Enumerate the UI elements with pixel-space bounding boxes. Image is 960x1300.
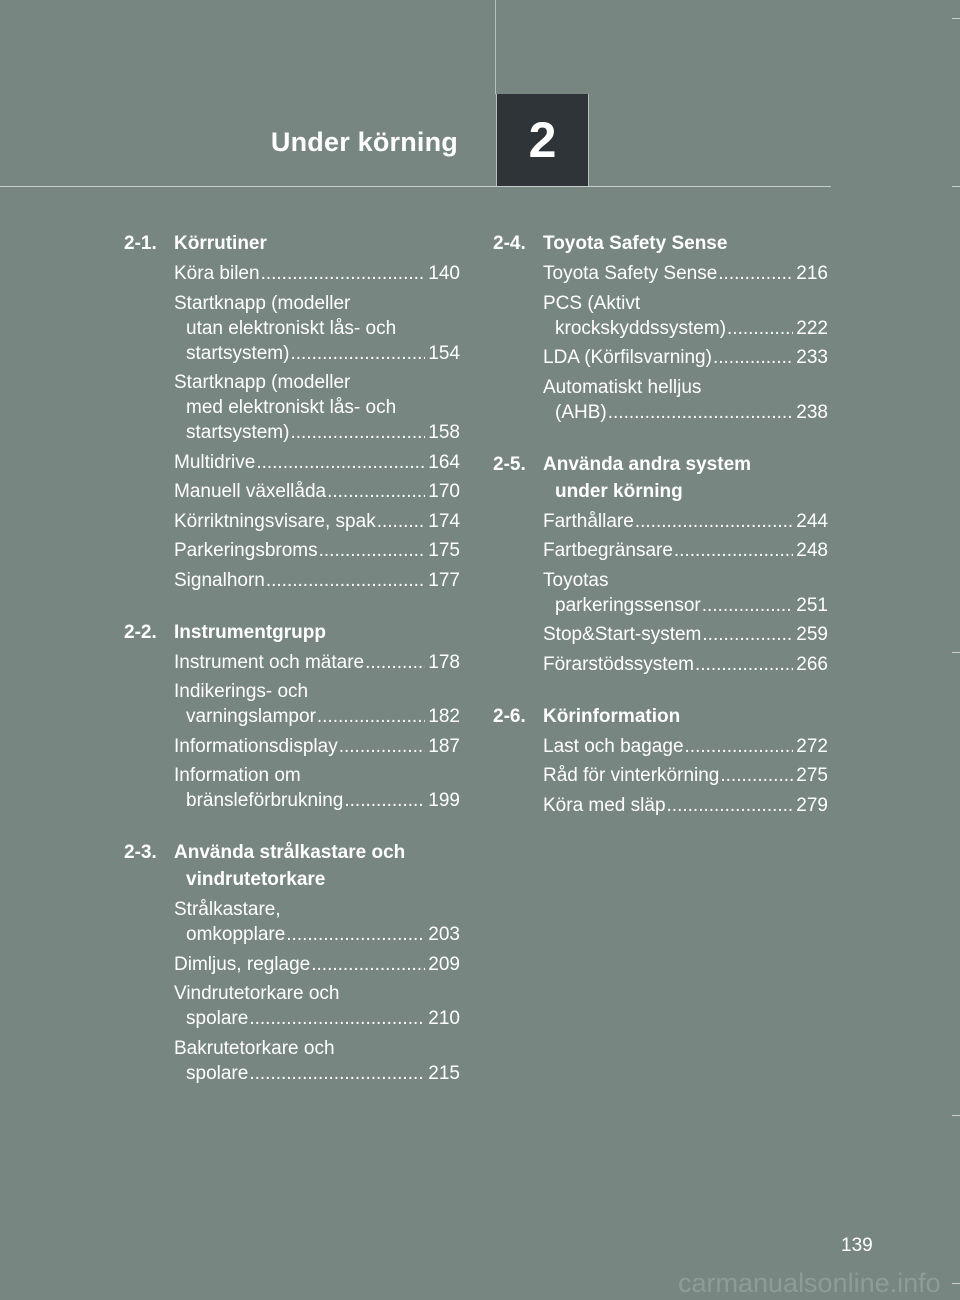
toc-right-column — [493, 230, 828, 844]
toc-entry[interactable] — [174, 370, 460, 445]
entry-page-number: 215 — [428, 1062, 460, 1084]
entry-label: Signalhorn — [174, 569, 265, 591]
entry-label: startsystem) — [186, 342, 290, 364]
entry-page-number: 175 — [428, 540, 460, 561]
dot-leader — [727, 316, 793, 341]
toc-entry[interactable] — [174, 650, 460, 675]
section-title — [543, 230, 828, 257]
entry-last-line — [174, 704, 460, 729]
entry-label: Manuell växellåda — [174, 481, 327, 502]
toc-entry-list — [493, 734, 828, 818]
entry-page-number: 154 — [428, 342, 460, 364]
dot-leader — [720, 763, 793, 788]
entry-last-line — [543, 622, 828, 647]
entry-last-line — [174, 650, 460, 675]
toc-entry[interactable] — [174, 450, 460, 475]
dot-leader — [286, 922, 425, 947]
section-number: 2-5. — [493, 453, 526, 475]
dot-leader — [317, 704, 425, 729]
dot-leader — [635, 509, 793, 534]
dot-leader — [339, 734, 426, 759]
toc-entry[interactable] — [174, 261, 460, 286]
entry-last-line — [174, 420, 460, 445]
toc-entry[interactable] — [174, 291, 460, 366]
entry-page-number: 140 — [428, 263, 460, 284]
toc-entry[interactable] — [174, 538, 460, 563]
toc-entry[interactable] — [543, 345, 828, 370]
entry-last-line — [174, 261, 460, 286]
dot-leader — [713, 345, 793, 370]
entry-page-number: 187 — [428, 735, 460, 757]
section-title — [543, 703, 828, 730]
entry-label: (AHB) — [555, 401, 607, 423]
entry-page-number: 203 — [428, 924, 460, 945]
toc-section — [124, 230, 460, 593]
entry-last-line — [174, 952, 460, 977]
entry-last-line — [543, 316, 828, 341]
entry-label: Dimljus, reglage — [174, 953, 311, 975]
entry-page-number: 177 — [428, 569, 460, 591]
dot-leader — [266, 568, 425, 593]
entry-page-number: 259 — [796, 624, 828, 645]
dot-leader — [344, 788, 425, 813]
dot-leader — [667, 793, 794, 818]
section-title — [174, 839, 460, 893]
dot-leader — [608, 400, 794, 425]
toc-entry[interactable] — [543, 538, 828, 563]
section-heading — [124, 839, 460, 893]
toc-entry-list — [493, 261, 828, 425]
entry-label: spolare — [186, 1008, 249, 1029]
entry-page-number: 170 — [428, 481, 460, 502]
toc-entry[interactable] — [174, 1036, 460, 1086]
toc-entry-list — [124, 261, 460, 593]
entry-label-line: PCS (Aktivt — [543, 292, 641, 314]
entry-last-line — [174, 922, 460, 947]
entry-label-line: Toyotas — [543, 569, 609, 591]
toc-entry[interactable] — [543, 375, 828, 425]
toc-left-column — [124, 230, 460, 1112]
entry-last-line — [543, 734, 828, 759]
chapter-number-tab — [496, 94, 589, 186]
edge-tick-mark — [952, 1283, 960, 1284]
entry-page-number: 279 — [796, 794, 828, 816]
entry-last-line — [174, 450, 460, 475]
entry-page-number: 209 — [428, 953, 460, 975]
section-number: 2-6. — [493, 705, 526, 727]
edge-tick-mark — [952, 18, 960, 19]
section-title-line: vindrutetorkare — [186, 869, 326, 890]
entry-last-line — [174, 479, 460, 504]
edge-tick-mark — [952, 186, 960, 187]
entry-last-line — [174, 1006, 460, 1031]
entry-label-line: utan elektroniskt lås- och — [186, 317, 397, 339]
toc-entry[interactable] — [543, 261, 828, 286]
toc-entry-list — [124, 650, 460, 814]
entry-label-line: Information om — [174, 765, 301, 786]
entry-page-number: 248 — [796, 540, 828, 561]
toc-entry[interactable] — [543, 763, 828, 788]
entry-label-line: Automatiskt helljus — [543, 376, 702, 398]
entry-label: spolare — [186, 1062, 249, 1084]
section-title-line: Använda andra system — [543, 453, 752, 475]
section-number: 2-2. — [124, 621, 157, 643]
edge-tick-mark — [952, 1115, 960, 1116]
entry-label: bränsleförbrukning — [186, 790, 344, 811]
chapter-number: 2 — [528, 112, 557, 168]
entry-label-line: Strålkastare, — [174, 899, 281, 920]
entry-label: omkopplare — [186, 924, 286, 945]
entry-label-line: Vindrutetorkare och — [174, 983, 340, 1004]
entry-last-line — [174, 1061, 460, 1086]
dot-leader — [290, 420, 425, 445]
toc-entry[interactable] — [174, 897, 460, 947]
section-title-line: Använda strålkastare och — [174, 842, 406, 863]
dot-leader — [261, 261, 426, 286]
dot-leader — [311, 952, 425, 977]
entry-label-line: med elektroniskt lås- och — [186, 397, 397, 418]
entry-page-number: 233 — [796, 347, 828, 368]
section-heading — [493, 703, 828, 730]
toc-entry[interactable] — [174, 734, 460, 759]
entry-last-line — [543, 509, 828, 534]
section-title-line: Körrutiner — [174, 233, 267, 254]
section-number: 2-3. — [124, 842, 157, 863]
page-number: 139 — [841, 1235, 873, 1256]
section-title-line: Körinformation — [543, 705, 681, 727]
toc-entry[interactable] — [174, 981, 460, 1031]
toc-entry[interactable] — [174, 509, 460, 534]
toc-entry[interactable] — [543, 793, 828, 818]
toc-entry[interactable] — [543, 509, 828, 534]
dot-leader — [377, 509, 426, 534]
entry-label: Last och bagage — [543, 735, 684, 757]
entry-label: Köra bilen — [174, 263, 260, 284]
entry-label-line: Bakrutetorkare och — [174, 1037, 335, 1059]
entry-label: Fartbegränsare — [543, 540, 673, 561]
entry-label: Informationsdisplay — [174, 735, 338, 757]
dot-leader — [249, 1006, 425, 1031]
dot-leader — [319, 538, 426, 563]
section-heading — [493, 230, 828, 257]
entry-label: Multidrive — [174, 451, 256, 473]
entry-label: krockskyddssystem) — [555, 317, 727, 339]
entry-page-number: 266 — [796, 653, 828, 675]
section-title-line: under körning — [555, 480, 683, 502]
toc-entry[interactable] — [174, 952, 460, 977]
chapter-divider-line — [495, 0, 496, 94]
toc-section — [493, 451, 828, 677]
section-heading — [493, 451, 828, 505]
dot-leader — [718, 261, 793, 286]
toc-entry[interactable] — [174, 679, 460, 729]
section-title — [174, 619, 460, 646]
dot-leader — [256, 450, 425, 475]
dot-leader — [702, 593, 794, 618]
entry-label: Toyota Safety Sense — [543, 263, 718, 284]
entry-page-number: 174 — [428, 510, 460, 532]
entry-page-number: 182 — [428, 706, 460, 727]
entry-page-number: 164 — [428, 451, 460, 473]
section-title — [174, 230, 460, 257]
section-number: 2-4. — [493, 233, 526, 254]
toc-entry[interactable] — [543, 291, 828, 341]
section-title — [543, 451, 828, 505]
toc-entry-list — [124, 897, 460, 1086]
entry-last-line — [174, 341, 460, 366]
entry-label: Körriktningsvisare, spak — [174, 510, 376, 532]
chapter-title: Under körning — [270, 127, 458, 157]
entry-label-line: Startknapp (modeller — [174, 372, 351, 393]
entry-label: LDA (Körfilsvarning) — [543, 347, 712, 368]
entry-last-line — [174, 509, 460, 534]
entry-page-number: 178 — [428, 651, 460, 673]
section-title-line: Toyota Safety Sense — [543, 233, 728, 254]
dot-leader — [290, 341, 425, 366]
dot-leader — [674, 538, 793, 563]
dot-leader — [702, 622, 793, 647]
toc-section — [493, 703, 828, 818]
entry-label: Köra med släp — [543, 794, 666, 816]
section-title-line: Instrumentgrupp — [174, 621, 326, 643]
toc-entry[interactable] — [543, 734, 828, 759]
entry-page-number: 216 — [796, 263, 828, 284]
entry-page-number: 251 — [796, 594, 828, 616]
entry-page-number: 158 — [428, 422, 460, 443]
section-heading — [124, 230, 460, 257]
entry-page-number: 199 — [428, 790, 460, 811]
entry-last-line — [174, 788, 460, 813]
dot-leader — [365, 650, 425, 675]
entry-page-number: 222 — [796, 317, 828, 339]
entry-page-number: 272 — [796, 735, 828, 757]
entry-page-number: 238 — [796, 401, 828, 423]
toc-section — [124, 839, 460, 1086]
entry-label: startsystem) — [186, 422, 290, 443]
entry-last-line — [543, 261, 828, 286]
dot-leader — [685, 734, 794, 759]
dot-leader — [695, 652, 793, 677]
entry-last-line — [543, 400, 828, 425]
entry-last-line — [543, 593, 828, 618]
entry-label: Förarstödssystem — [543, 653, 694, 675]
toc-entry[interactable] — [174, 479, 460, 504]
entry-label: Farthållare — [543, 510, 634, 532]
toc-entry[interactable] — [543, 652, 828, 677]
edge-tick-mark — [952, 652, 960, 653]
entry-label: varningslampor — [186, 706, 316, 727]
toc-section — [124, 619, 460, 814]
entry-last-line — [543, 345, 828, 370]
entry-last-line — [543, 538, 828, 563]
watermark: carmanualsonline.info — [678, 1268, 941, 1298]
entry-label: parkeringssensor — [555, 594, 701, 616]
entry-label: Stop&Start-system — [543, 624, 702, 645]
header-rule — [0, 186, 831, 187]
entry-page-number: 244 — [796, 510, 828, 532]
toc-entry-list — [493, 509, 828, 677]
section-heading — [124, 619, 460, 646]
entry-last-line — [543, 793, 828, 818]
dot-leader — [249, 1061, 425, 1086]
entry-label-line: Startknapp (modeller — [174, 292, 351, 314]
section-number: 2-1. — [124, 233, 157, 254]
entry-label-line: Indikerings- och — [174, 681, 309, 702]
entry-label: Parkeringsbroms — [174, 540, 318, 561]
toc-entry[interactable] — [543, 622, 828, 647]
entry-page-number: 275 — [796, 765, 828, 786]
entry-label: Råd för vinterkörning — [543, 765, 720, 786]
entry-label: Instrument och mätare — [174, 651, 365, 673]
toc-entry[interactable] — [174, 763, 460, 813]
dot-leader — [327, 479, 425, 504]
entry-last-line — [543, 652, 828, 677]
toc-entry[interactable] — [174, 568, 460, 593]
entry-last-line — [174, 538, 460, 563]
entry-last-line — [543, 763, 828, 788]
toc-section — [493, 230, 828, 425]
entry-last-line — [174, 734, 460, 759]
toc-entry[interactable] — [543, 568, 828, 618]
entry-page-number: 210 — [428, 1008, 460, 1029]
entry-last-line — [174, 568, 460, 593]
